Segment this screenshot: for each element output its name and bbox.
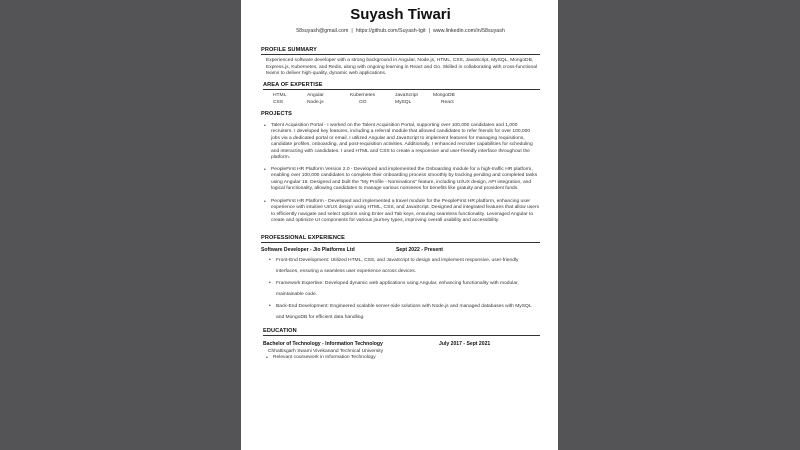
- job-dates: Sept 2022 - Present: [396, 246, 443, 253]
- profile-text: Experienced software developer with a strong background in Angular, Node.js, HTML, CSS, JavaScript, MySQL, MongoDB, Express.js, Kubernetes, and Redis, along with ongoing learning in React and Go. Skilled in collaborating with cross-functional teams to deliver high-quality, dynamic web applications.: [266, 58, 538, 77]
- school-name: Chhattisgarh Swami Vivekanand Technical University: [268, 348, 384, 354]
- education-section: [261, 328, 540, 362]
- expertise-item: Kubernetes: [350, 92, 376, 98]
- projects-heading: PROJECTS: [261, 110, 292, 117]
- section-divider: [263, 89, 540, 90]
- section-divider: [263, 335, 540, 336]
- linkedin-link[interactable]: www.linkedin.com/in/58suyash: [432, 28, 505, 34]
- experience-item: • Back-End Development: Engineered scalable server-side solutions with Node.js and managed databases with MySQL and MongoDB for efficient data handling.: [266, 301, 540, 323]
- expertise-grid: [263, 92, 540, 109]
- github-link[interactable]: https://github.com/Suyash-tgit: [355, 28, 426, 34]
- expertise-item: CSS: [273, 99, 284, 105]
- contact-separator: |: [351, 28, 353, 34]
- section-divider: [261, 54, 540, 55]
- contact-separator: |: [428, 28, 430, 34]
- experience-heading: PROFESSIONAL EXPERIENCE: [261, 234, 345, 241]
- section-divider: [261, 242, 540, 243]
- profile-section: [261, 47, 540, 78]
- education-list: [263, 355, 540, 362]
- project-item: • Talent Acquisition Portal - I worked on the Talent Acquisition Portal, supporting over 100,000 candidates and 1,000 recruiters. I developed key features, including a referral module that allowed candidates to refer friends for over 100,000 jobs via a dedicated portal or email. I utilized Angular and JavaScript to implement features for managing requisitions, candidate profiles, onboarding, and post-requisition activities. Additionally, I enhanced recruiter capabilities for scheduling and interacting with candidates. I used HTML and CSS to create a responsive and user-friendly interface throughout the platform.: [261, 123, 540, 162]
- expertise-item: MongoDB: [433, 92, 455, 98]
- education-heading: EDUCATION: [263, 327, 297, 334]
- education-header: [263, 341, 540, 347]
- expertise-item: Angular: [307, 92, 324, 98]
- job-title: Software Developer - Jio Platforms Ltd: [261, 246, 355, 253]
- project-item: • PeopleFirst HR Platform - Developed and implemented a travel module for the PeopleFirst HR platform, enhancing user experience with intuitive UI/UX design using HTML, CSS, and JavaScript. Designed and integrated features that allow users to efficiently navigate and select options using Enter and Tab keys, ensuring seamless functionality. Leveraged Angular to create and optimize UI components for various journey types, improving overall usability and accessibility.: [261, 199, 540, 225]
- email-link[interactable]: 58suyash@gmail.com: [296, 28, 349, 34]
- expertise-heading: AREA OF EXPERTISE: [263, 81, 323, 88]
- candidate-name: Suyash Tiwari: [350, 6, 451, 23]
- education-dates: July 2017 - Sept 2021: [439, 340, 491, 347]
- experience-item: • Framework Expertise: Developed dynamic web applications using Angular, enhancing functionality with modular, maintainable code.: [266, 278, 540, 300]
- education-item: • Relevant coursework in Information Technology: [263, 355, 540, 362]
- projects-list: [261, 123, 540, 225]
- experience-header: [261, 247, 540, 253]
- expertise-item: Node.js: [307, 99, 324, 105]
- experience-section: [261, 235, 540, 323]
- experience-list: [261, 255, 540, 323]
- resume-page: [241, 0, 558, 450]
- expertise-section: [261, 82, 540, 109]
- contact-line: [261, 28, 540, 34]
- project-item: • PeopleFirst HR Platform Version 2.0 - Developed and implemented the Onboarding module for a high-traffic HR platform, enabling over 100,000 candidates to complete their onboarding process smoothly by tracking pending and completed tasks using Angular 16. Designed and built the "My Profile - Nominations" feature, including UI/UX design, API integration, and logical functionality, allowing candidates to manage various nominees for benefits like gratuity and provident funds.: [261, 167, 540, 193]
- expertise-item: JavaScript: [395, 92, 418, 98]
- expertise-item: React: [441, 99, 454, 105]
- expertise-item: HTML: [273, 92, 287, 98]
- experience-item: • Front-End Development: Utilized HTML, CSS, and JavaScript to design and implement responsive, user-friendly interfaces, ensuring a seamless user experience across devices.: [266, 255, 540, 277]
- expertise-item: GO: [359, 99, 367, 105]
- expertise-item: MySQL: [395, 99, 412, 105]
- projects-section: [261, 111, 540, 225]
- degree-name: Bachelor of Technology - Information Technology: [263, 340, 383, 347]
- profile-heading: PROFILE SUMMARY: [261, 47, 317, 53]
